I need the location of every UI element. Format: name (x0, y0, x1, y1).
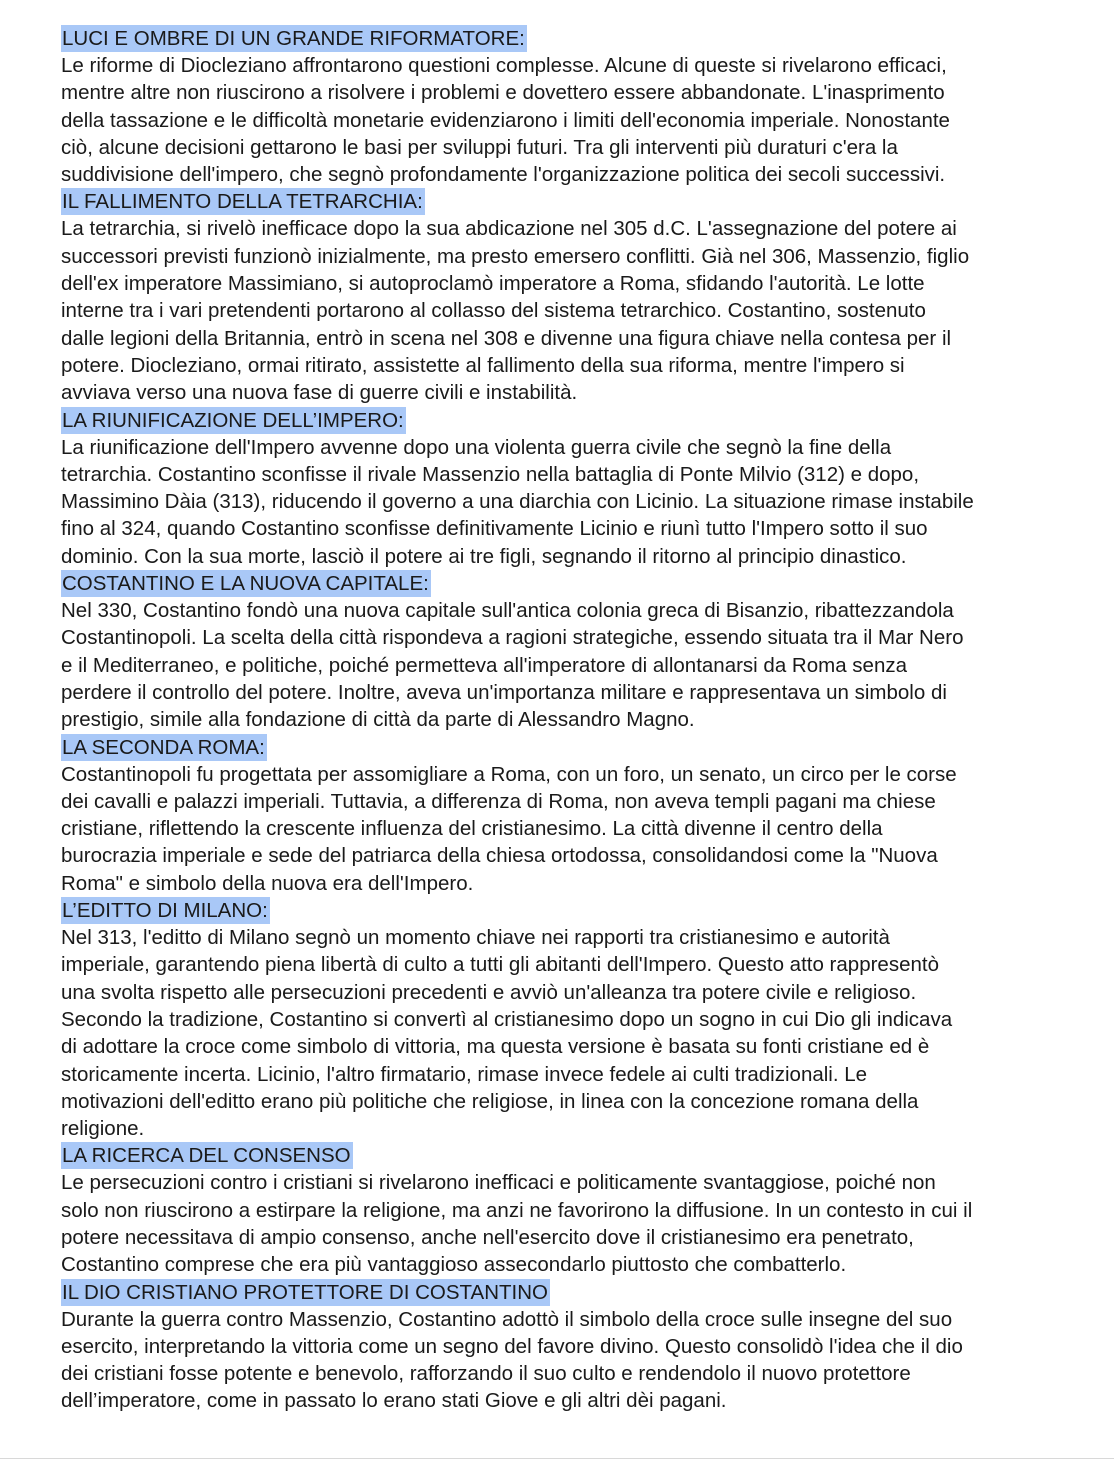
section-heading: LA RIUNIFICAZIONE DELL’IMPERO: (62, 408, 404, 432)
document-body (61, 25, 1101, 1415)
paragraph-line: potere. Diocleziano, ormai ritirato, assistette al fallimento della sua riforma, mentre l'impero si (61, 353, 905, 377)
paragraph-line: dei cavalli e palazzi imperiali. Tuttavia, a differenza di Roma, non aveva templi pagani ma chiese (61, 789, 936, 813)
paragraph-line: avviava verso una nuova fase di guerre civili e instabilità. (61, 381, 578, 405)
paragraph-line: Le riforme di Diocleziano affrontarono questioni complesse. Alcune di queste si rivelarono efficaci, (61, 54, 947, 77)
paragraph-line: imperiale, garantendo piena libertà di culto a tutti gli abitanti dell'Impero. Questo atto rappresentò (61, 953, 939, 977)
paragraph-line: interne tra i vari pretendenti portarono al collasso del sistema tetrarchico. Costantino, sostenuto (61, 299, 926, 323)
paragraph-line: dell'ex imperatore Massimiano, si autoproclamò imperatore a Roma, sfidando l'autorità. Le lotte (61, 272, 925, 296)
paragraph-line: dominio. Con la sua morte, lasciò il potere ai tre figli, segnando il ritorno al principio dinastico. (61, 544, 907, 568)
section-heading: COSTANTINO E LA NUOVA CAPITALE: (62, 572, 429, 596)
section-paragraph (61, 52, 1101, 188)
paragraph-line: Nel 313, l'editto di Milano segnò un momento chiave nei rapporti tra cristianesimo e autorità (61, 926, 890, 950)
paragraph-line: Costantinopoli. La scelta della città rispondeva a ragioni strategiche, essendo situata tra il Mar Nero (61, 626, 964, 650)
document-section (61, 1279, 1101, 1415)
paragraph-line: La riunificazione dell'Impero avvenne dopo una violenta guerra civile che segnò la fine della (61, 435, 892, 459)
page-bottom-divider (0, 1458, 1114, 1459)
document-section (61, 25, 1101, 188)
section-heading: LA RICERCA DEL CONSENSO (62, 1144, 351, 1168)
section-paragraph (61, 215, 1101, 406)
paragraph-line: Durante la guerra contro Massenzio, Costantino adottò il simbolo della croce sulle insegne del suo (61, 1307, 953, 1331)
section-heading: LUCI E OMBRE DI UN GRANDE RIFORMATORE: (62, 27, 525, 50)
section-paragraph (61, 597, 1101, 733)
section-heading: L’EDITTO DI MILANO: (62, 899, 268, 923)
paragraph-line: Nel 330, Costantino fondò una nuova capitale sull'antica colonia greca di Bisanzio, ribattezzandola (61, 599, 954, 623)
paragraph-line: motivazioni dell'editto erano più politiche che religiose, in linea con la concezione romana della (61, 1089, 919, 1113)
paragraph-line: suddivisione dell'impero, che segnò profondamente l'organizzazione politica dei secoli successivi. (61, 163, 946, 187)
document-section (61, 1142, 1101, 1278)
paragraph-line: della tassazione e le difficoltà monetarie evidenziarono i limiti dell'economia imperiale. Nonostante (61, 108, 950, 132)
paragraph-line: fino al 324, quando Costantino sconfisse definitivamente Licinio e riunì tutto l'Impero sotto il suo (61, 517, 928, 541)
paragraph-line: dei cristiani fosse potente e benevolo, rafforzando il suo culto e rendendolo il nuovo protettore (61, 1362, 911, 1386)
document-section (61, 188, 1101, 406)
section-paragraph (61, 434, 1101, 570)
paragraph-line: Secondo la tradizione, Costantino si convertì al cristianesimo dopo un sogno in cui Dio gli indicava (61, 1007, 953, 1031)
paragraph-line: storicamente incerta. Licinio, l'altro firmatario, rimase invece fedele ai culti tradizionali. Le (61, 1062, 868, 1086)
paragraph-line: religione. (61, 1117, 145, 1141)
document-section (61, 407, 1101, 570)
paragraph-line: Costantinopoli fu progettata per assomigliare a Roma, con un foro, un senato, un circo per le corse (61, 762, 957, 786)
section-heading: IL DIO CRISTIANO PROTETTORE DI COSTANTINO (62, 1280, 548, 1304)
section-paragraph (61, 1169, 1101, 1278)
paragraph-line: solo non riuscirono a estirpare la religione, ma anzi ne favorirono la diffusione. In un contesto in cui il (61, 1198, 973, 1222)
paragraph-line: burocrazia imperiale e sede del patriarca della chiesa ortodossa, consolidandosi come la "Nuova (61, 844, 938, 868)
paragraph-line: ciò, alcune decisioni gettarono le basi per sviluppi futuri. Tra gli interventi più duraturi c'era la (61, 135, 898, 159)
section-heading: IL FALLIMENTO DELLA TETRARCHIA: (62, 190, 423, 214)
paragraph-line: La tetrarchia, si rivelò inefficace dopo la sua abdicazione nel 305 d.C. L'assegnazione del potere ai (61, 217, 957, 241)
document-section (61, 734, 1101, 897)
paragraph-line: successori previsti funzionò inizialmente, ma presto emersero conflitti. Già nel 306, Massenzio, figlio (61, 244, 970, 268)
paragraph-line: mentre altre non riuscirono a risolvere i problemi e dovettero essere abbandonate. L'inasprimento (61, 81, 945, 105)
paragraph-line: Massimino Dàia (313), riducendo il governo a una diarchia con Licinio. La situazione rimase instabile (61, 490, 974, 514)
section-paragraph (61, 761, 1101, 897)
paragraph-line: una svolta rispetto alle persecuzioni precedenti e avviò un'alleanza tra potere civile e religioso. (61, 980, 917, 1004)
paragraph-line: Le persecuzioni contro i cristiani si rivelarono inefficaci e politicamente svantaggiose, poiché non (61, 1171, 936, 1195)
paragraph-line: di adottare la croce come simbolo di vittoria, ma questa versione è basata su fonti cristiane ed è (61, 1035, 930, 1059)
paragraph-line: esercito, interpretando la vittoria come un segno del favore divino. Questo consolidò l'idea che il dio (61, 1334, 963, 1358)
document-section (61, 570, 1101, 733)
section-heading: LA SECONDA ROMA: (62, 735, 265, 759)
paragraph-line: perdere il controllo del potere. Inoltre, aveva un'importanza militare e rappresentava un simbolo di (61, 680, 947, 704)
paragraph-line: potere necessitava di ampio consenso, anche nell'esercito dove il cristianesimo era penetrato, (61, 1225, 914, 1249)
section-paragraph (61, 1306, 1101, 1415)
paragraph-line: Roma" e simbolo della nuova era dell'Impero. (61, 871, 474, 895)
paragraph-line: dalle legioni della Britannia, entrò in scena nel 308 e divenne una figura chiave nella contesa per il (61, 326, 952, 350)
paragraph-line: e il Mediterraneo, e politiche, poiché permetteva all'imperatore di allontanarsi da Roma senza (61, 653, 908, 677)
paragraph-line: cristiane, riflettendo la crescente influenza del cristianesimo. La città divenne il centro della (61, 817, 883, 841)
section-paragraph (61, 924, 1101, 1142)
paragraph-line: prestigio, simile alla fondazione di città da parte di Alessandro Magno. (61, 708, 695, 732)
paragraph-line: Costantino comprese che era più vantaggioso assecondarlo piuttosto che combatterlo. (61, 1253, 847, 1277)
paragraph-line: tetrarchia. Costantino sconfisse il rivale Massenzio nella battaglia di Ponte Milvio (312) e dopo, (61, 462, 920, 486)
document-section (61, 897, 1101, 1142)
paragraph-line: dell’imperatore, come in passato lo erano stati Giove e gli altri dèi pagani. (61, 1389, 727, 1413)
